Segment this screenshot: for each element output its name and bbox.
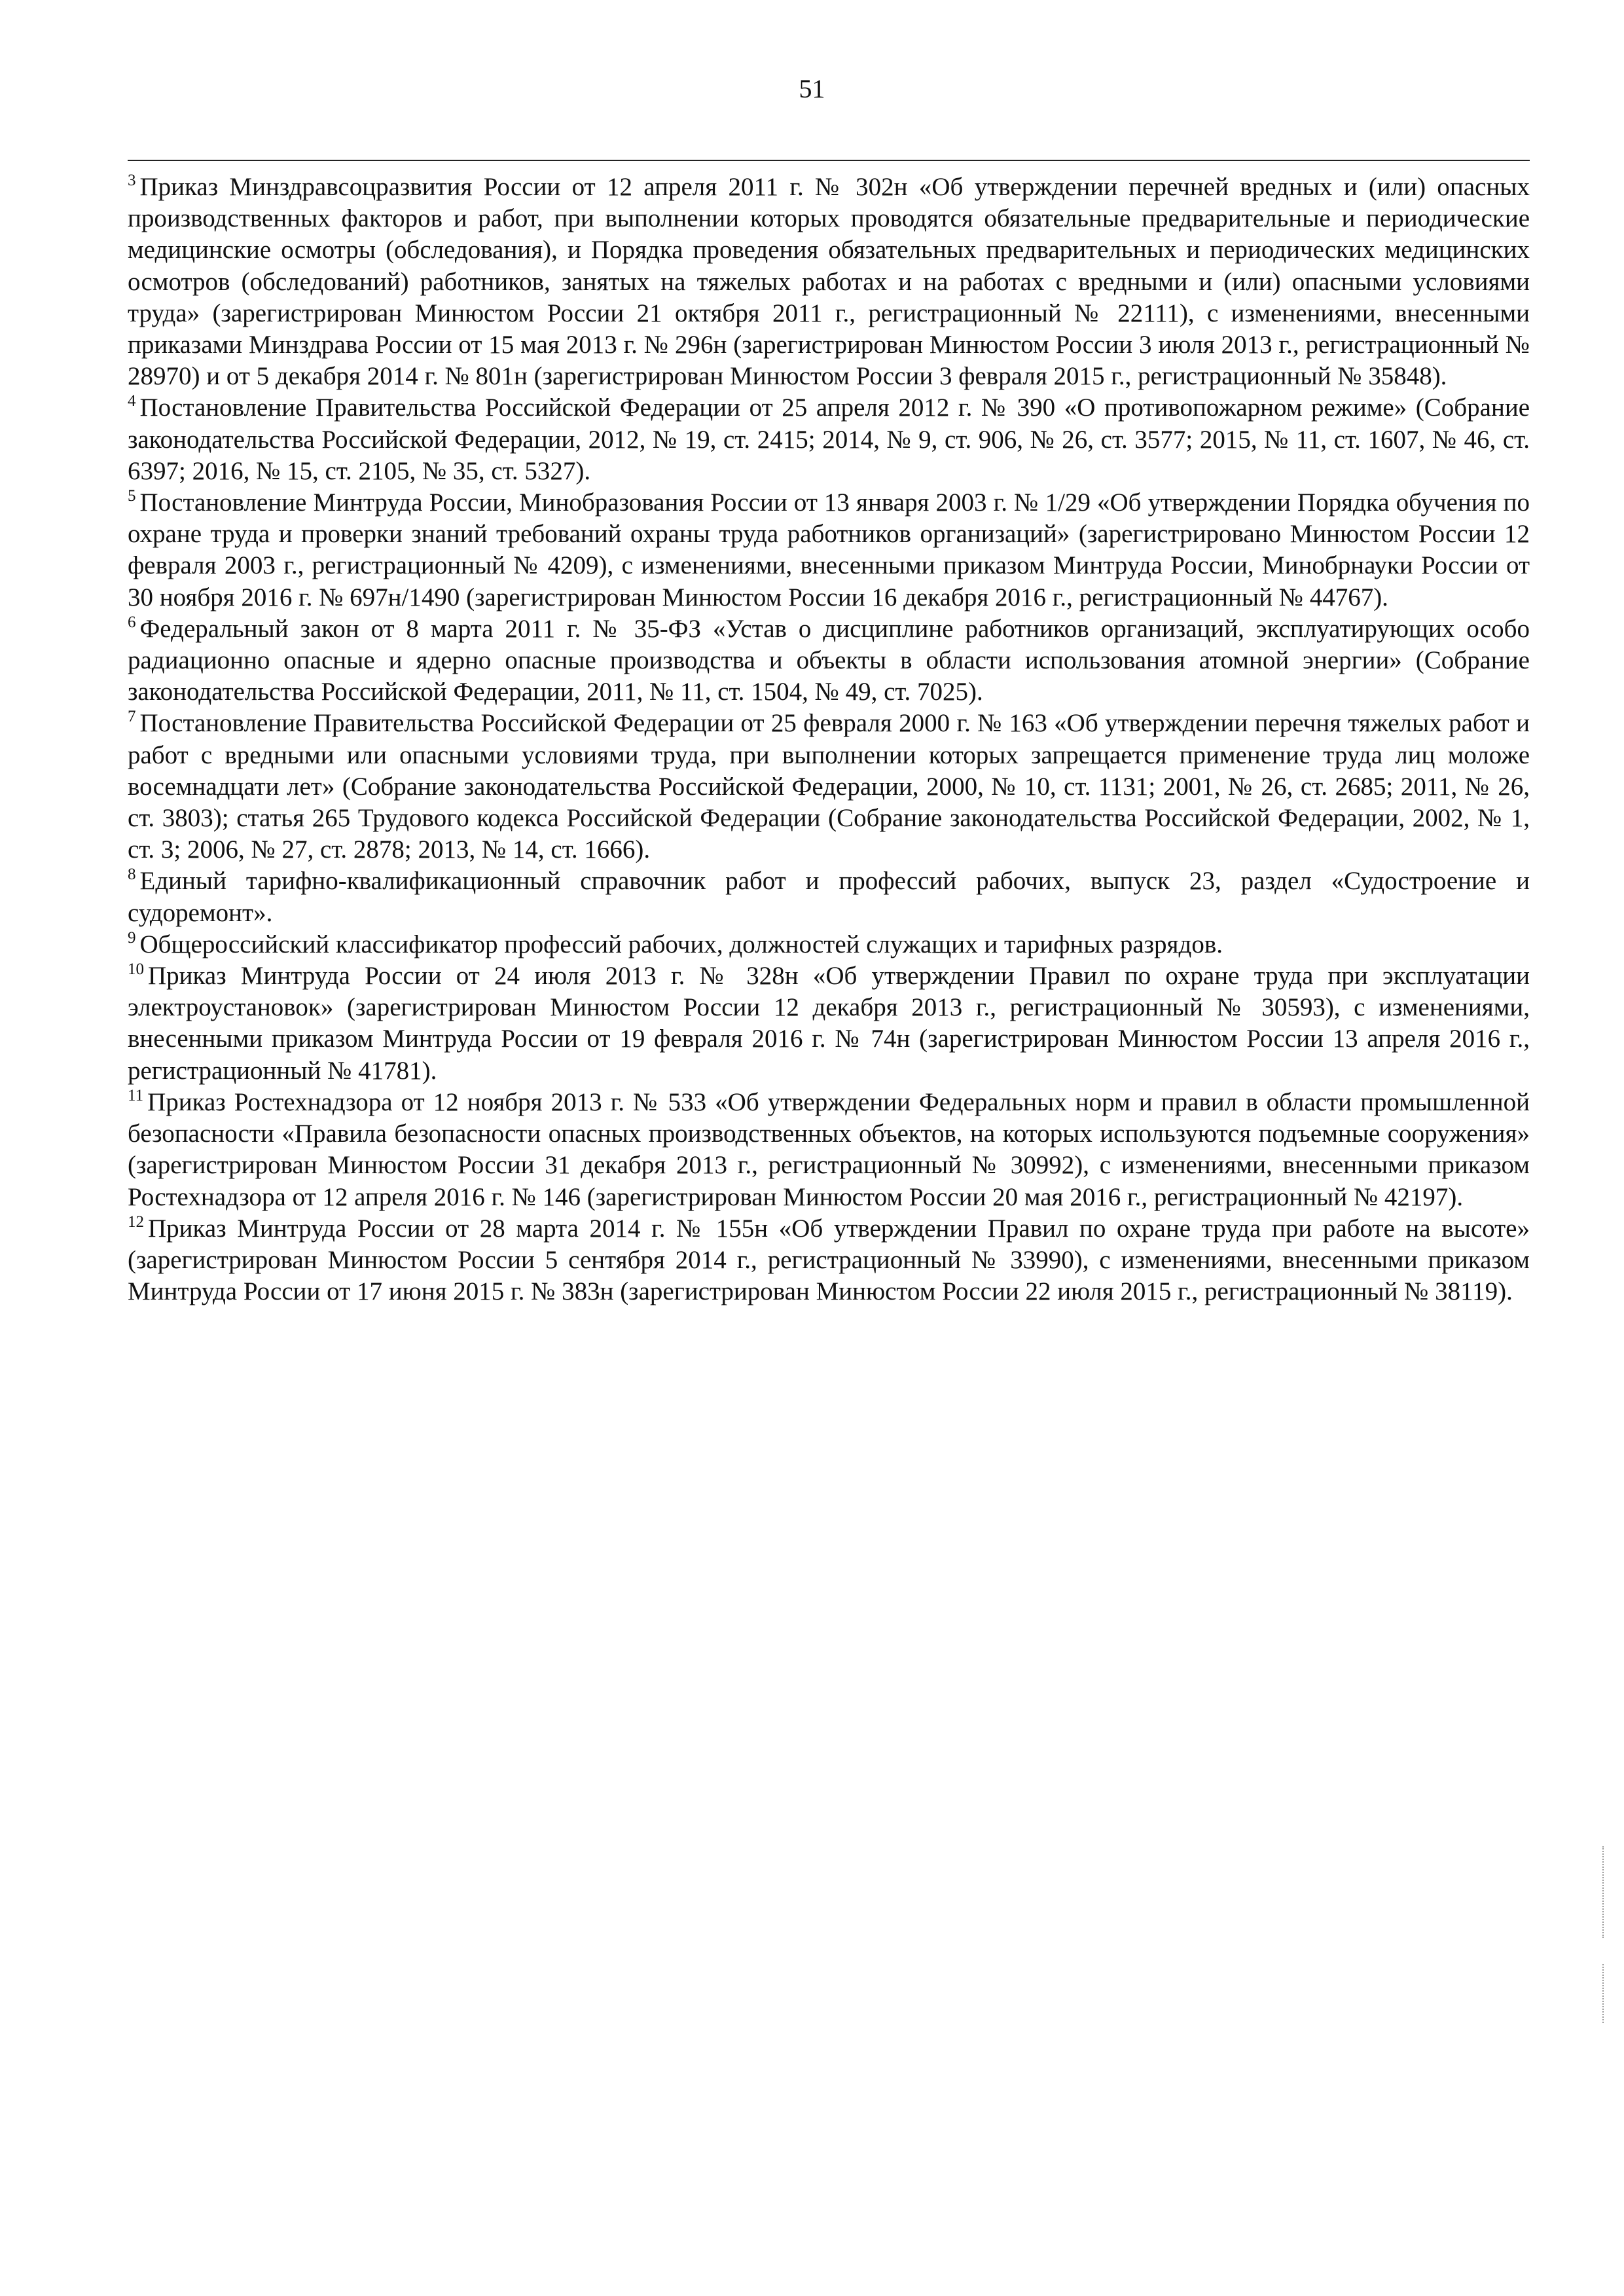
footnote-text: Постановление Правительства Российской Федерации от 25 апреля 2012 г. № 390 «О противопожарном режиме» (Собрание законодательства Российской Федерации, 2012, № 19, ст. 2415; 2014, № 9, ст. 906, № 26, ст. 3577; 2015, № 11, ст. 1607, № 46, ст. 6397; 2016, № 15, ст. 2105, № 35, ст. 5327). xyxy=(128,393,1530,485)
footnote-9 xyxy=(128,929,1530,960)
footnote-text: Общероссийский классификатор профессий рабочих, должностей служащих и тарифных разрядов. xyxy=(139,930,1223,958)
footnote-mark: 10 xyxy=(128,960,144,979)
scan-artifact-line xyxy=(1602,1964,1604,2023)
footnote-mark: 12 xyxy=(128,1212,144,1231)
footnote-5 xyxy=(128,487,1530,613)
footnote-3 xyxy=(128,172,1530,392)
footnote-7 xyxy=(128,708,1530,866)
footnote-mark: 6 xyxy=(128,613,136,631)
footnote-12 xyxy=(128,1213,1530,1308)
footnote-mark: 8 xyxy=(128,866,136,884)
footnote-11 xyxy=(128,1087,1530,1213)
footnote-text: Приказ Ростехнадзора от 12 ноября 2013 г. № 533 «Об утверждении Федеральных норм и правил в области промышленной безопасности «Правила безопасности опасных производственных объектов, на которых используются подъемные сооружения» (зарегистрирован Минюстом России 31 декабря 2013 г., регистрационный № 30992), с изменениями, внесенными приказом Ростехнадзора от 12 апреля 2016 г. № 146 (зарегистрирован Минюстом России 20 мая 2016 г., регистрационный № 42197). xyxy=(128,1087,1530,1211)
footnote-text: Приказ Минздравсоцразвития России от 12 апреля 2011 г. № 302н «Об утверждении перечней вредных и (или) опасных производственных факторов и работ, при выполнении которых проводятся обязательные предварительные и периодические медицинские осмотры (обследования), и Порядка проведения обязательных предварительных и периодических медицинских осмотров (обследований) работников, занятых на тяжелых работах и на работах с вредными и (или) опасными условиями труда» (зарегистрирован Минюстом России 21 октября 2011 г., регистрационный № 22111), с изменениями, внесенными приказами Минздрава России от 15 мая 2013 г. № 296н (зарегистрирован Минюстом России 3 июля 2013 г., регистрационный № 28970) и от 5 декабря 2014 г. № 801н (зарегистрирован Минюстом России 3 февраля 2015 г., регистрационный № 35848). xyxy=(128,173,1530,391)
footnote-mark: 7 xyxy=(128,708,136,726)
footnote-text: Приказ Минтруда России от 28 марта 2014 г. № 155н «Об утверждении Правил по охране труда при работе на высоте» (зарегистрирован Минюстом России 5 сентября 2014 г., регистрационный № 33990), с изменениями, внесенными приказом Минтруда России от 17 июня 2015 г. № 383н (зарегистрирован Минюстом России 22 июля 2015 г., регистрационный № 38119). xyxy=(128,1214,1530,1306)
footnote-mark: 3 xyxy=(128,172,136,189)
footnote-separator xyxy=(128,160,1530,161)
footnote-6 xyxy=(128,613,1530,708)
footnote-mark: 4 xyxy=(128,392,136,410)
page-number: 51 xyxy=(799,74,825,103)
footnote-text: Федеральный закон от 8 марта 2011 г. № 35-ФЗ «Устав о дисциплине работников организаций, эксплуатирующих особо радиационно опасные и ядерно опасные производства и объекты в области использования атомной энергии» (Собрание законодательства Российской Федерации, 2011, № 11, ст. 1504, № 49, ст. 7025). xyxy=(128,614,1530,706)
footnote-mark: 5 xyxy=(128,487,136,505)
footnote-10 xyxy=(128,960,1530,1087)
footnote-text: Приказ Минтруда России от 24 июля 2013 г. № 328н «Об утверждении Правил по охране труда при эксплуатации электроустановок» (зарегистрирован Минюстом России 12 декабря 2013 г., регистрационный № 30593), с изменениями, внесенными приказом Минтруда России от 19 февраля 2016 г. № 74н (зарегистрирован Минюстом России 13 апреля 2016 г., регистрационный № 41781). xyxy=(128,962,1530,1085)
footnote-8 xyxy=(128,866,1530,928)
footnote-mark: 11 xyxy=(128,1086,144,1104)
footnote-4 xyxy=(128,392,1530,487)
scan-artifact-line xyxy=(1602,1846,1604,1938)
footnote-text: Постановление Минтруда России, Минобразования России от 13 января 2003 г. № 1/29 «Об утверждении Порядка обучения по охране труда и проверки знаний требований охраны труда работников организаций» (зарегистрировано Минюстом России 12 февраля 2003 г., регистрационный № 4209), с изменениями, внесенными приказом Минтруда России, Минобрнауки России от 30 ноября 2016 г. № 697н/1490 (зарегистрирован Минюстом России 16 декабря 2016 г., регистрационный № 44767). xyxy=(128,488,1530,611)
footnote-text: Единый тарифно-квалификационный справочник работ и профессий рабочих, выпуск 23, раздел «Судостроение и судоремонт». xyxy=(128,867,1530,927)
footnote-mark: 9 xyxy=(128,928,136,947)
footnote-text: Постановление Правительства Российской Федерации от 25 февраля 2000 г. № 163 «Об утверждении перечня тяжелых работ и работ с вредными или опасными условиями труда, при выполнении которых запрещается применение труда лиц моложе восемнадцати лет» (Собрание законодательства Российской Федерации, 2000, № 10, ст. 1131; 2001, № 26, ст. 2685; 2011, № 26, ст. 3803); статья 265 Трудового кодекса Российской Федерации (Собрание законодательства Российской Федерации, 2002, № 1, ст. 3; 2006, № 27, ст. 2878; 2013, № 14, ст. 1666). xyxy=(128,709,1530,864)
footnotes-block xyxy=(128,172,1530,1307)
